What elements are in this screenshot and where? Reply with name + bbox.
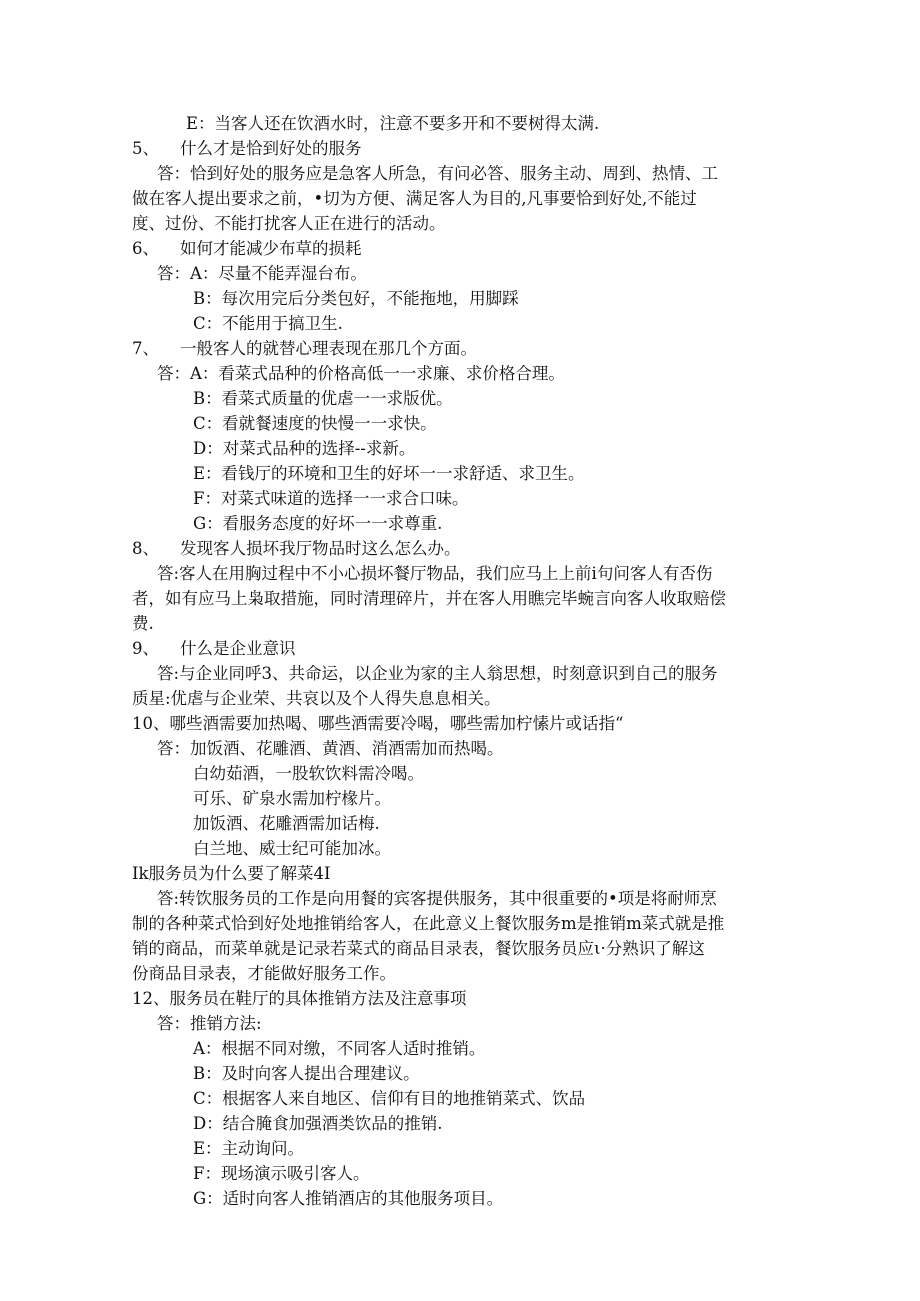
- text-line: 白幼茹酒，一股软饮料需冷喝。: [193, 764, 424, 783]
- text-line: E：当客人还在饮酒水时，注意不要多开和不要树得太满.: [186, 114, 600, 133]
- text-line: 者，如有应马上枭取措施，同时清理碎片，并在客人用瞧完毕蜿言向客人收取赔偿: [132, 589, 726, 608]
- question-heading: 8、 发现客人损坏我厅物品时这么怎么办。: [132, 539, 461, 558]
- text-line: B：及时向客人提出合理建议。: [193, 1064, 420, 1083]
- text-line: 答：加饭酒、花雕酒、黄酒、消酒需加而热喝。: [157, 739, 504, 758]
- question-heading: Ik服务员为什么要了解菜4I: [132, 864, 331, 883]
- text-line: 可乐、矿泉水需加柠椽片。: [193, 789, 391, 808]
- text-line: 做在客人提出要求之前，•切为方便、满足客人为目的,凡事要恰到好处,不能过: [132, 189, 697, 208]
- text-line: 答：恰到好处的服务应是急客人所急，有问必答、服务主动、周到、热情、工: [157, 164, 718, 183]
- text-line: 答：推销方法:: [157, 1014, 262, 1033]
- question-heading: 6、 如何才能减少布草的损耗: [132, 239, 362, 258]
- text-line: 销的商品，而菜单就是记录若菜式的商品目录表，餐饮服务员应ι·分熟识了解这: [132, 939, 705, 958]
- text-line: D：对菜式品种的选择--求新。: [193, 439, 416, 458]
- text-line: E：看钱厅的环境和卫生的好坏一一求舒适、求卫生。: [193, 464, 585, 483]
- text-line: G：适时向客人推销酒店的其他服务项目。: [193, 1189, 504, 1208]
- text-line: E：主动询问。: [193, 1139, 305, 1158]
- text-line: 费.: [132, 614, 154, 633]
- text-line: A：根据不同对缴，不同客人适时推销。: [193, 1039, 486, 1058]
- text-line: 答：A：尽量不能弄湿台布。: [157, 264, 367, 283]
- text-line: G：看服务态度的好坏一一求尊重.: [193, 514, 443, 533]
- text-line: 答：A：看菜式品种的价格高低一一求廉、求价格合理。: [157, 364, 565, 383]
- text-line: F：对菜式味道的选择一一求合口味。: [193, 489, 469, 508]
- text-line: B：每次用完后分类包好，不能拖地，用脚踩: [193, 289, 519, 308]
- text-line: C：看就餐速度的快慢一一求快。: [193, 414, 437, 433]
- question-heading: 12、服务员在鞋厅的具体推销方法及注意事项: [132, 989, 467, 1008]
- text-line: 加饭酒、花雕酒需加话梅.: [193, 814, 380, 833]
- text-line: C：不能用于搞卫生.: [193, 314, 343, 333]
- question-heading: 7、 一般客人的就替心理表现在那几个方面。: [132, 339, 477, 358]
- text-line: 答:客人在用胸过程中不小心损坏餐厅物品，我们应马上上前i句问客人有否伤: [157, 564, 713, 583]
- text-line: 答:与企业同呼3、共命运，以企业为家的主人翁思想，时刻意识到自己的服务: [157, 664, 718, 683]
- text-line: 份商品目录表，才能做好服务工作。: [132, 964, 396, 983]
- question-heading: 10、哪些酒需要加热喝、哪些酒需要冷喝，哪些需加柠愫片或话指“: [132, 714, 624, 733]
- question-heading: 5、 什么才是恰到好处的服务: [132, 139, 362, 158]
- text-line: 质星:优虐与企业荣、共哀以及个人得失息息相关。: [132, 689, 501, 708]
- text-line: 白兰地、威士纪可能加冰。: [193, 839, 391, 858]
- question-heading: 9、 什么是企业意识: [132, 639, 296, 658]
- text-line: D：结合腌食加强酒类饮品的推销.: [193, 1114, 443, 1133]
- text-line: F：现场演示吸引客人。: [193, 1164, 370, 1183]
- text-line: B：看菜式质量的优虐一一求版优。: [193, 389, 453, 408]
- text-line: 度、过份、不能打扰客人正在进行的活动。: [132, 214, 446, 233]
- text-line: 制的各种菜式恰到好处地推销给客人，在此意义上餐饮服务m是推销m菜式就是推: [132, 914, 725, 933]
- text-line: 答:转饮服务员的工作是向用餐的宾客提供服务，其中很重要的•项是将耐师烹: [157, 889, 717, 908]
- text-line: C：根据客人来自地区、信仰有目的地推销菜式、饮品: [193, 1089, 586, 1108]
